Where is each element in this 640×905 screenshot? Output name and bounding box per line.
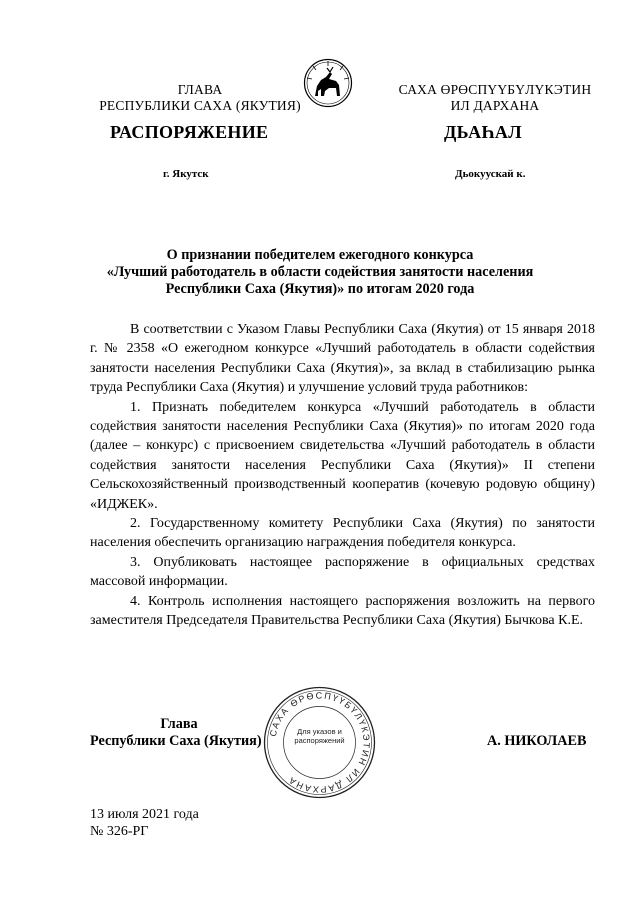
title-line3: Республики Саха (Якутия)» по итогам 2020 года [165,281,475,297]
seal-center-text: Для указов и распоряжений [294,727,345,745]
doc-type-sah: ДЬАҺАЛ [444,122,522,142]
document-title [60,247,580,298]
seal-ring-text: САХА ӨРӨСПҮҮБҮЛҮКЭТИН ИЛ ДАРХАНА [267,690,372,795]
header-left-line1: ГЛАВА [177,82,223,97]
city-ru: г. Якутск [163,168,209,180]
signature-title [90,716,260,750]
title-line2: «Лучший работодатель в области содействия занятости населения [106,264,534,280]
header-left-line2: РЕСПУБЛИКИ САХА (ЯКУТИЯ) [99,98,301,113]
title-line1: О признании победителем ежегодного конкурса [166,247,474,263]
coat-of-arms-emblem [303,58,353,108]
signatory-name: А. НИКОЛАЕВ [487,733,587,749]
header-right-line1: САХА ӨРӨСПҮҮБҮЛҮКЭТИН [398,82,592,97]
header-left [70,82,330,114]
header-right-line2: ИЛ ДАРХАНА [450,98,540,113]
header-right [380,82,610,114]
document-body [90,320,595,631]
doc-type-ru: РАСПОРЯЖЕНИЕ [110,122,269,142]
body-paragraph-item-2: 2. Государственному комитету Республики Саха (Якутия) по занятости населения обеспечить организацию награждения победителя конкурса. [90,516,595,551]
body-paragraph-item-4: 4. Контроль исполнения настоящего распоряжения возложить на первого заместителя Председателя Правительства Республики Саха (Якутия) Бычкова К.Е. [90,593,595,629]
body-paragraph-item-3: 3. Опубликовать настоящее распоряжение в официальных средствах массовой информации. [90,554,595,590]
city-sah: Дьокуускай к. [455,168,526,180]
document-date: 13 июля 2021 года [90,807,199,822]
official-seal [262,685,377,800]
body-paragraph-item-1: 1. Признать победителем конкурса «Лучший работодатель в области содействия занятости населения Республики Саха (Якутия)» по итогам 2020 года (далее – конкурс) с присвоением свидетельства «Лучший работодатель в области содействия занятости населения Республики Саха (Якутия)» II степени Сельскохозяйственный производственный кооператив (кочевую родовую общину) «ИДЖЕК». [90,399,595,512]
document-number: № 326-РГ [90,824,149,839]
signature-title-line2: Республики Саха (Якутия) [90,733,262,749]
signature-title-line1: Глава [160,716,198,732]
body-paragraph-preamble: В соответствии с Указом Главы Республики Саха (Якутия) от 15 января 2018 г. № 2358 «О ежегодном конкурсе «Лучший работодатель в области содействия занятости населения Республики Саха (Якутия)», за вклад в стабилизацию рынка труда Республики Саха (Якутия) и улучшение условий труда работников: [90,322,595,396]
